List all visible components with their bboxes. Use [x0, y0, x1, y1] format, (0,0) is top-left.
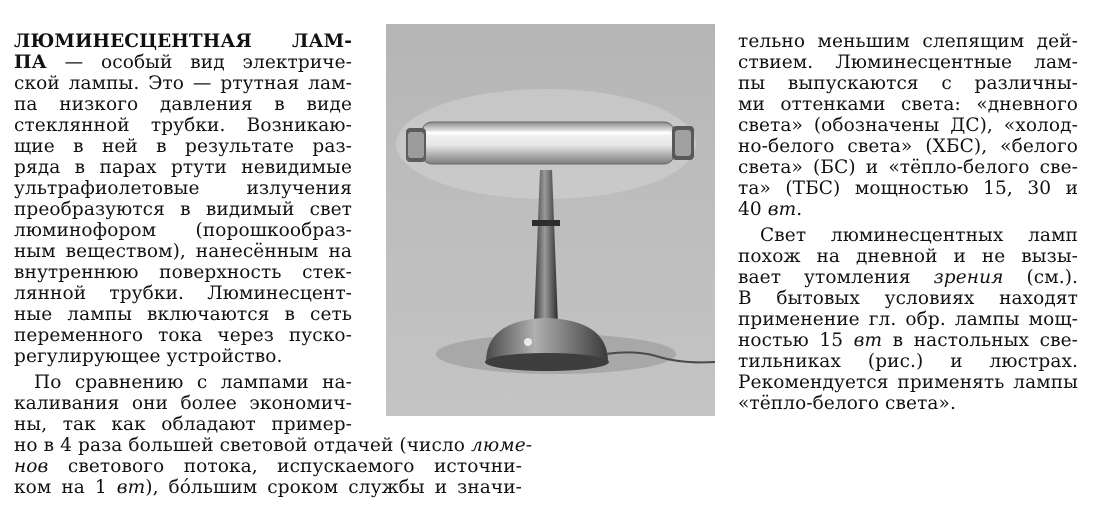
text-line: ми оттенками света: «дневного — [738, 94, 1078, 115]
text-line: применение гл. обр. лампы мощ- — [738, 309, 1078, 330]
article-title: ПА — [14, 52, 47, 73]
text-line: преобразуются в видимый свет — [14, 199, 352, 220]
text-line: ные лампы включаются в сеть — [14, 304, 352, 325]
text-line: переменного тока через пуско- — [14, 325, 352, 346]
text-line: люминофором (порошкообраз- — [14, 220, 352, 241]
text-line: ской лампы. Это — ртутная лам- — [14, 73, 352, 94]
text-line: ствием. Люминесцентные лам- — [738, 52, 1078, 73]
article-title: ЛЮМИНЕСЦЕНТНАЯ ЛАМ- — [14, 31, 352, 52]
text-line: па низкого давления в виде — [14, 94, 352, 115]
desk-lamp-illustration — [386, 24, 715, 416]
text-line: внутреннюю поверхность стек- — [14, 262, 352, 283]
text-line — [14, 31, 352, 52]
paragraph-first-line: По сравнению с лампами на- — [34, 372, 352, 393]
text-line: ультрафиолетовые излучения — [14, 178, 352, 199]
text-line: света» (обозначены ДС), «холод- — [738, 115, 1078, 136]
text-line: лянной трубки. Люминесцент- — [14, 283, 352, 304]
text-line: 40 вт. — [738, 199, 803, 220]
text-line: та» (ТБС) мощностью 15, 30 и — [738, 178, 1078, 199]
text-line: ным веществом), нанесённым на — [14, 241, 352, 262]
text-line: пы выпускаются с различны- — [738, 73, 1078, 94]
text-line: «тёпло-белого света». — [738, 393, 956, 414]
text-line: стеклянной трубки. Возникаю- — [14, 115, 352, 136]
text-line: ны, так как обладают пример- — [14, 414, 352, 435]
text-line: света» (БС) и «тёпло-белого све- — [738, 157, 1078, 178]
text-line: вает утомления зрения (см.). — [738, 267, 1078, 288]
text-line: каливания они более экономич- — [14, 393, 352, 414]
text-line: регулирующее устройство. — [14, 346, 283, 367]
text-line: щие в ней в результате раз- — [14, 136, 352, 157]
text-line: Рекомендуется применять лампы — [738, 372, 1078, 393]
text-line: ностью 15 вт в настольных све- — [738, 330, 1078, 351]
text-line: ряда в парах ртути невидимые — [14, 157, 352, 178]
text-line: но в 4 раза большей световой отдачей (число люме- — [14, 435, 533, 456]
text-line: ПА — особый вид электриче- — [14, 52, 352, 73]
text-line: тильниках (рис.) и люстрах. — [738, 351, 1078, 372]
text-line: В бытовых условиях находят — [738, 288, 1078, 309]
text-line: нов светового потока, испускаемого источни- — [14, 456, 522, 477]
desk-lamp-photo — [386, 24, 715, 416]
text-line: ком на 1 вт), бóльшим сроком службы и значи- — [14, 477, 522, 498]
text-line: но-белого света» (ХБС), «белого — [738, 136, 1078, 157]
text-line: похож на дневной и не вызы- — [738, 246, 1078, 267]
paragraph-first-line: Свет люминесцентных ламп — [760, 225, 1078, 246]
text-line: тельно меньшим слепящим дей- — [738, 31, 1078, 52]
